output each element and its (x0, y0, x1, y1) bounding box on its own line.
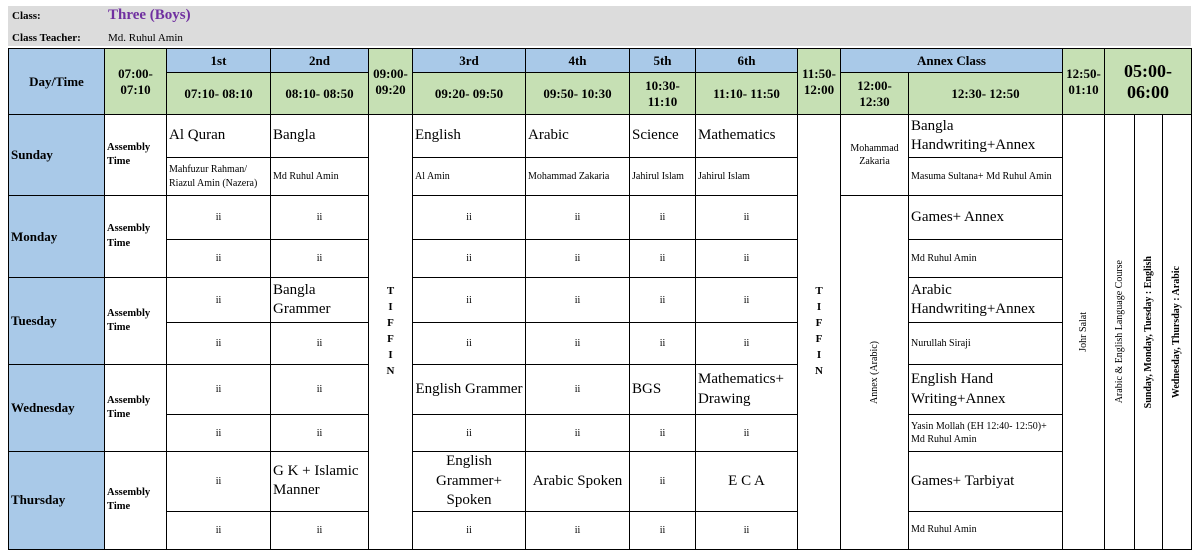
ditto-mark: ii (630, 323, 696, 365)
ditto-mark: ii (526, 511, 630, 549)
tiffin-letter: N (386, 364, 395, 377)
day-monday: Monday (9, 196, 105, 278)
teacher-cell: Al Amin (413, 158, 526, 196)
day-wednesday: Wednesday (9, 365, 105, 452)
assembly-cell: Assembly Time (105, 115, 167, 196)
class-value: Three (Boys) (108, 7, 191, 23)
header-period-3: 3rd (413, 49, 526, 73)
subject-cell: Arabic Spoken (526, 452, 630, 512)
assembly-cell: Assembly Time (105, 365, 167, 452)
header-annex-time-1: 12:00- 12:30 (841, 73, 909, 115)
subject-cell: Science (630, 115, 696, 158)
ditto-mark: ii (271, 196, 369, 240)
header-period-6: 6th (696, 49, 798, 73)
ditto-mark: ii (526, 278, 630, 323)
subject-cell: English (413, 115, 526, 158)
tiffin-letter: I (816, 348, 822, 361)
teacher-cell: Mahfuzur Rahman/ Riazul Amin (Nazera) (167, 158, 271, 196)
ditto-mark: ii (271, 365, 369, 415)
header-time-4: 09:50- 10:30 (526, 73, 630, 115)
tiffin-letter: F (815, 316, 823, 329)
header-period-4: 4th (526, 49, 630, 73)
annex-teacher-cell: Md Ruhul Amin (909, 240, 1063, 278)
ditto-mark: ii (630, 415, 696, 452)
annex-subject-cell: Arabic Handwriting+Annex (909, 278, 1063, 323)
ditto-mark: ii (696, 196, 798, 240)
annex-teacher-cell: Yasin Mollah (EH 12:40- 12:50)+ Md Ruhul Amin (909, 415, 1063, 452)
annex-teacher-cell: Masuma Sultana+ Md Ruhul Amin (909, 158, 1063, 196)
tiffin-letter: F (387, 332, 394, 345)
ditto-mark: ii (696, 240, 798, 278)
header-break-1: 09:00-09:20 (369, 49, 413, 115)
header-assembly-time: 07:00-07:10 (105, 49, 167, 115)
ditto-mark: ii (167, 452, 271, 512)
ditto-mark: ii (413, 278, 526, 323)
ditto-mark: ii (696, 278, 798, 323)
ditto-mark: ii (630, 452, 696, 512)
annex-teacher-cell: Nurullah Siraji (909, 323, 1063, 365)
assembly-cell: Assembly Time (105, 452, 167, 550)
annex-arabic-text: Annex (Arabic) (868, 340, 880, 404)
ditto-mark: ii (413, 196, 526, 240)
class-teacher-label: Class Teacher: (12, 32, 81, 44)
class-label: Class: (12, 10, 41, 22)
ditto-mark: ii (630, 196, 696, 240)
ditto-mark: ii (167, 240, 271, 278)
ditto-mark: ii (271, 323, 369, 365)
tiffin-letter: I (816, 300, 822, 313)
subject-cell: Al Quran (167, 115, 271, 158)
header-time-1: 07:10- 08:10 (167, 73, 271, 115)
header-break-2: 11:50- 12:00 (798, 49, 841, 115)
johr-salat-text: Johr Salat (1077, 311, 1089, 352)
language-course-cell (1105, 115, 1135, 550)
ditto-mark: ii (696, 415, 798, 452)
evening-line-1-cell (1135, 115, 1163, 550)
tiffin-letter: T (815, 284, 823, 297)
tiffin-letter: I (388, 300, 393, 313)
ditto-mark: ii (630, 511, 696, 549)
tiffin-letter: N (815, 364, 823, 377)
header-annex-time-2: 12:30- 12:50 (909, 73, 1063, 115)
header-period-2: 2nd (271, 49, 369, 73)
header-evening-time: 05:00- 06:00 (1105, 49, 1192, 115)
ditto-mark: ii (630, 240, 696, 278)
language-course-text: Arabic & English Language Course (1113, 260, 1125, 404)
subject-cell: G K + Islamic Manner (271, 452, 369, 512)
assembly-cell: Assembly Time (105, 278, 167, 365)
annex-subject-cell: Games+ Annex (909, 196, 1063, 240)
teacher-cell: Md Ruhul Amin (271, 158, 369, 196)
ditto-mark: ii (167, 365, 271, 415)
subject-cell: Bangla (271, 115, 369, 158)
ditto-mark: ii (167, 278, 271, 323)
tiffin-break-1 (369, 115, 413, 550)
ditto-mark: ii (167, 323, 271, 365)
subject-cell: Arabic (526, 115, 630, 158)
day-thursday: Thursday (9, 452, 105, 550)
ditto-mark: ii (167, 415, 271, 452)
evening-line-1-text: Sunday, Monday, Tuesday : English (1142, 255, 1154, 408)
annex-teacher-cell: Md Ruhul Amin (909, 511, 1063, 549)
ditto-mark: ii (413, 240, 526, 278)
subject-cell: Mathematics (696, 115, 798, 158)
ditto-mark: ii (526, 365, 630, 415)
ditto-mark: ii (271, 511, 369, 549)
header-annex-class: Annex Class (841, 49, 1063, 73)
evening-line-2-cell (1163, 115, 1192, 550)
ditto-mark: ii (167, 511, 271, 549)
tiffin-letter: F (815, 332, 823, 345)
header-time-6: 11:10- 11:50 (696, 73, 798, 115)
class-teacher-value: Md. Ruhul Amin (108, 32, 183, 44)
annex-subject-cell: Games+ Tarbiyat (909, 452, 1063, 512)
header-time-3: 09:20- 09:50 (413, 73, 526, 115)
ditto-mark: ii (526, 323, 630, 365)
tiffin-letter: T (386, 284, 395, 297)
header-day-time: Day/Time (9, 49, 105, 115)
ditto-mark: ii (167, 196, 271, 240)
ditto-mark: ii (413, 415, 526, 452)
annex-subject-cell: Bangla Handwriting+Annex (909, 115, 1063, 158)
timetable (8, 48, 1192, 550)
johr-salat-cell (1063, 115, 1105, 550)
ditto-mark: ii (696, 511, 798, 549)
teacher-cell: Jahirul Islam (696, 158, 798, 196)
header-period-1: 1st (167, 49, 271, 73)
day-sunday: Sunday (9, 115, 105, 196)
subject-cell: E C A (696, 452, 798, 512)
header-prayer-time: 12:50- 01:10 (1063, 49, 1105, 115)
ditto-mark: ii (413, 323, 526, 365)
evening-line-2-text: Wednesday, Thursday : Arabic (1171, 265, 1183, 398)
ditto-mark: ii (526, 240, 630, 278)
subject-cell: English Grammer (413, 365, 526, 415)
ditto-mark: ii (526, 196, 630, 240)
tiffin-letter: I (388, 348, 393, 361)
subject-cell: BGS (630, 365, 696, 415)
annex-subject-cell: English Hand Writing+Annex (909, 365, 1063, 415)
tiffin-break-2 (798, 115, 841, 550)
subject-cell: Bangla Grammer (271, 278, 369, 323)
ditto-mark: ii (630, 278, 696, 323)
ditto-mark: ii (696, 323, 798, 365)
ditto-mark: ii (526, 415, 630, 452)
tiffin-letter: F (387, 316, 394, 329)
annex-arabic-cell (841, 196, 909, 550)
teacher-cell: Jahirul Islam (630, 158, 696, 196)
annex-teacher-cell: Mohammad Zakaria (841, 115, 909, 196)
teacher-cell: Mohammad Zakaria (526, 158, 630, 196)
ditto-mark: ii (271, 415, 369, 452)
subject-cell: English Grammer+ Spoken (413, 452, 526, 512)
assembly-cell: Assembly Time (105, 196, 167, 278)
ditto-mark: ii (271, 240, 369, 278)
ditto-mark: ii (413, 511, 526, 549)
header-time-5: 10:30- 11:10 (630, 73, 696, 115)
header-period-5: 5th (630, 49, 696, 73)
subject-cell: Mathematics+ Drawing (696, 365, 798, 415)
day-tuesday: Tuesday (9, 278, 105, 365)
header-time-2: 08:10- 08:50 (271, 73, 369, 115)
